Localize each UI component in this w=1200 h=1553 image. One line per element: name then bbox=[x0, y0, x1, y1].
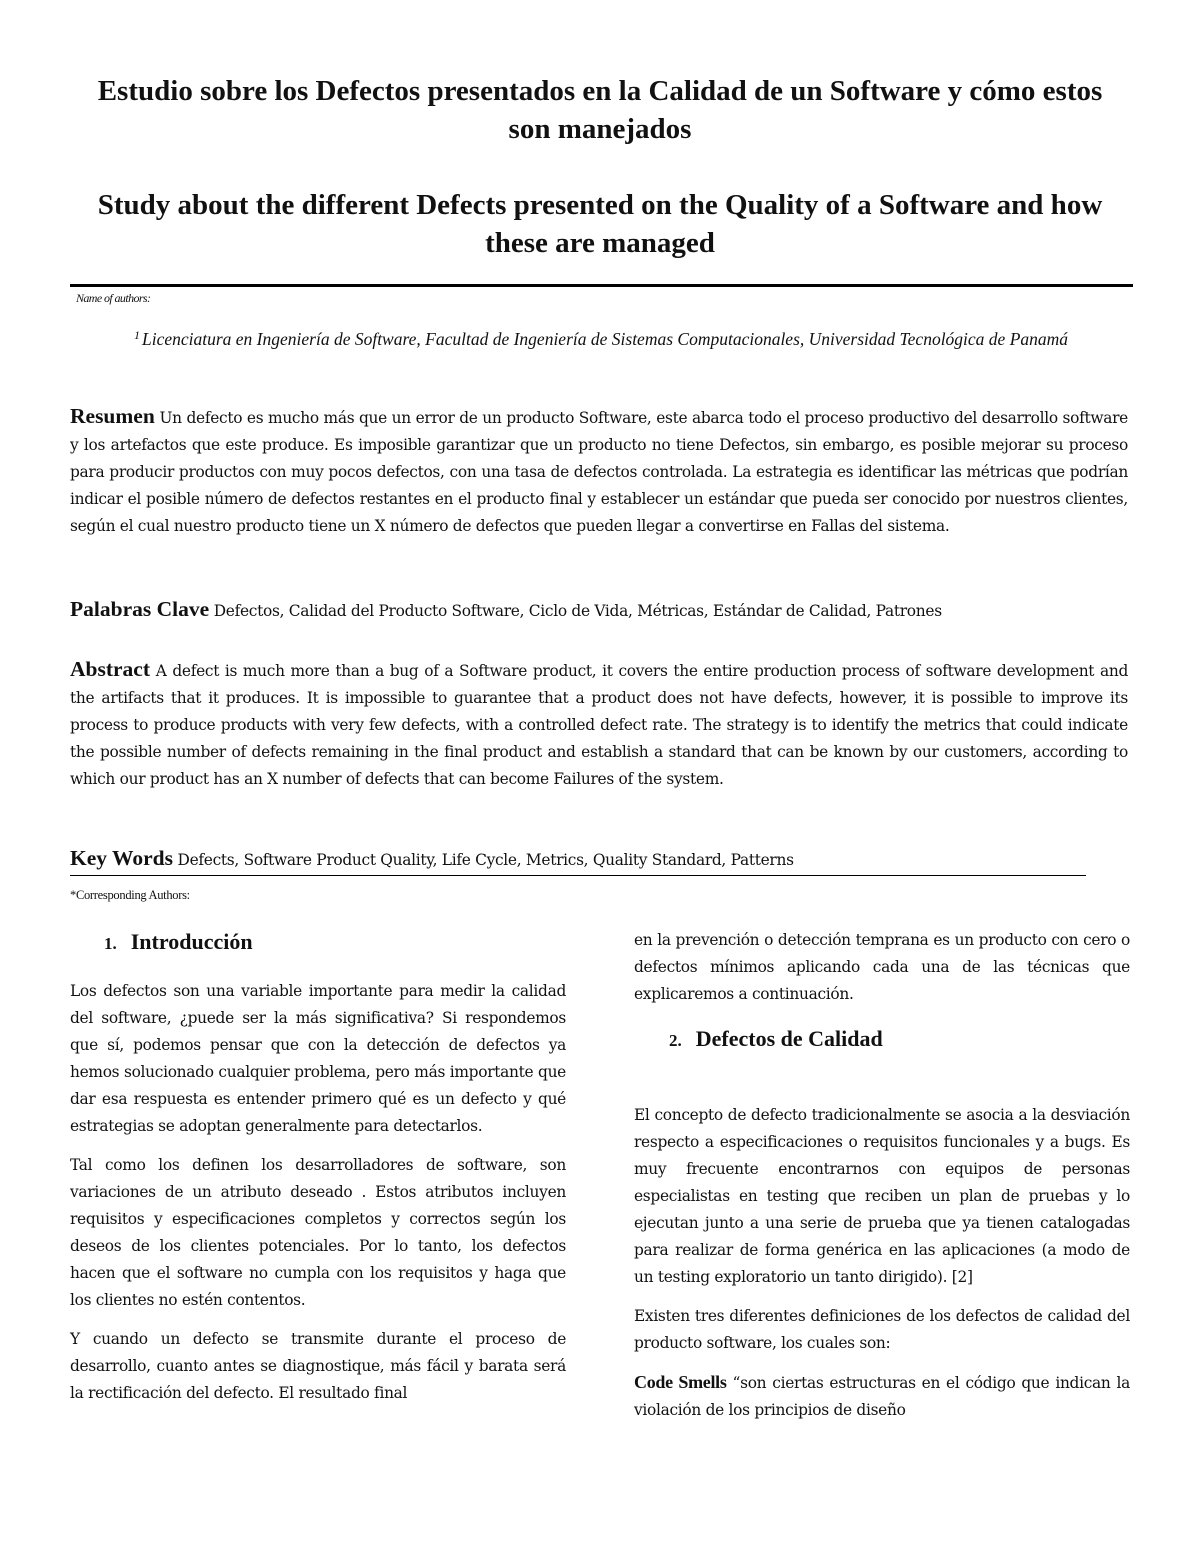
code-smells-text: “son ciertas estructuras en el código que indican la violación de los principios de diseño bbox=[634, 1374, 1130, 1419]
intro-paragraph-2: Tal como los definen los desarrolladores de software, son variaciones de un atributo deseado . Estos atributos incluyen requisitos y especificaciones completos y correctos según los deseos de los clientes potenciales. Por lo tanto, los defectos hacen que el software no cumpla con los requisitos y haga que los clientes no estén contentos. bbox=[70, 1156, 566, 1309]
intro-paragraph-1: Los defectos son una variable importante para medir la calidad del software, ¿puede ser la más significativa? Si respondemos que sí, podemos pensar que con la detección de defectos ya hemos solucionado cualquier problema, pero más importante que dar esa respuesta es entender primero qué es un defecto y qué estrategias se adoptan generalmente para detectarlos. bbox=[70, 982, 566, 1135]
section-1-heading bbox=[104, 929, 253, 955]
title-spanish: Estudio sobre los Defectos presentados en la Calidad de un Software y cómo estos son manejados bbox=[97, 75, 1103, 145]
defectos-paragraph-2: Existen tres diferentes definiciones de los defectos de calidad del producto software, los cuales son: bbox=[634, 1307, 1130, 1352]
defectos-paragraph-1: El concepto de defecto tradicionalmente se asocia a la desviación respecto a especificaciones o requisitos funcionales y a bugs. Es muy frecuente encontrarnos con equipos de personas especialistas en testing que reciben un plan de pruebas y lo ejecutan junto a una serie de prueba que ya tienen catalogadas para realizar de forma genérica en las aplicaciones (a modo de un testing exploratorio un tanto dirigido). [2] bbox=[634, 1106, 1130, 1286]
palabras-clave-block bbox=[70, 596, 1128, 625]
abstract-text: A defect is much more than a bug of a Software product, it covers the entire production process of software development and the artifacts that it produces. It is impossible to guarantee that a product does not have defects, however, it is possible to improve its process to produce products with very few defects, with a controlled defect rate. The strategy is to identify the metrics that could indicate the possible number of defects remaining in the final product and establish a standard that can be known by our customers, according to which our product has an X number of defects that can become Failures of the system. bbox=[70, 662, 1128, 788]
palabras-clave-label: Palabras Clave bbox=[70, 597, 210, 621]
resumen-text: Un defecto es mucho más que un error de un producto Software, este abarca todo el proceso productivo del desarrollo software y los artefactos que este produce. Es imposible garantizar que un producto no tiene Defectos, sin embargo, es posible mejorar su proceso para producir productos con muy pocos defectos, con una tasa de defectos controlada. La estrategia es identificar las métricas que podrían indicar el posible número de defectos restantes en el producto final y establecer un estándar que pueda ser conocido por nuestros clientes, según el cual nuestro producto tiene un X número de defectos que pueden llegar a convertirse en Fallas del sistema. bbox=[70, 409, 1128, 535]
key-words-text: Defects, Software Product Quality, Life Cycle, Metrics, Quality Standard, Patterns bbox=[177, 851, 794, 869]
code-smells-paragraph bbox=[634, 1369, 1130, 1424]
corresponding-authors: *Corresponding Authors: bbox=[70, 888, 190, 902]
abstract-block bbox=[70, 656, 1128, 793]
affiliation-superscript: 1 bbox=[133, 328, 140, 342]
key-words-label: Key Words bbox=[70, 846, 173, 870]
section-2-title: Defectos de Calidad bbox=[695, 1026, 883, 1051]
section-1-title: Introducción bbox=[130, 929, 253, 954]
section-1-number: 1. bbox=[104, 934, 117, 953]
keywords-divider bbox=[70, 875, 1086, 876]
right-column bbox=[634, 927, 1130, 1436]
key-words-block bbox=[70, 845, 1128, 874]
abstract-label: Abstract bbox=[70, 657, 151, 681]
left-column bbox=[70, 978, 566, 1419]
authors-label: Name of authors: bbox=[76, 291, 151, 305]
intro-continuation: en la prevención o detección temprana es un producto con cero o defectos mínimos aplicando cada una de las técnicas que explicaremos a continuación. bbox=[634, 931, 1130, 1003]
palabras-clave-text: Defectos, Calidad del Producto Software, Ciclo de Vida, Métricas, Estándar de Calidad, Patrones bbox=[213, 602, 942, 620]
section-2-heading bbox=[669, 1026, 883, 1052]
affiliation-text: Licenciatura en Ingeniería de Software, Facultad de Ingeniería de Sistemas Computacionales, Universidad Tecnológica de Panamá bbox=[141, 329, 1069, 349]
resumen-label: Resumen bbox=[70, 404, 155, 428]
title-divider bbox=[70, 284, 1133, 287]
intro-paragraph-3: Y cuando un defecto se transmite durante el proceso de desarrollo, cuanto antes se diagnostique, más fácil y barata será la rectificación del defecto. El resultado final bbox=[70, 1330, 566, 1402]
section-2-number: 2. bbox=[669, 1031, 682, 1050]
title-english: Study about the different Defects presented on the Quality of a Software and how these are managed bbox=[97, 189, 1103, 259]
code-smells-label: Code Smells bbox=[634, 1372, 727, 1392]
affiliation bbox=[76, 322, 1126, 352]
resumen-block bbox=[70, 403, 1128, 540]
